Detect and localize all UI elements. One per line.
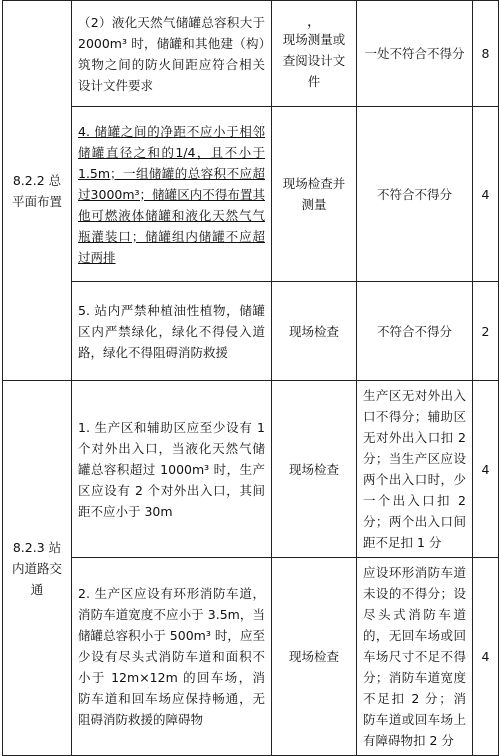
requirement-cell: （2）液化天然气储罐总容积大于 2000m³ 时，储罐和其他建（构）筑物之间的防火间距应符合相关设计文件要求 — [72, 1, 272, 107]
score-cell: 2 — [473, 282, 499, 381]
score-cell: 4 — [473, 381, 499, 558]
table-row — [3, 107, 499, 282]
method-cell: 现场检查 — [272, 282, 357, 381]
requirement-cell: 4. 储罐之间的净距不应小于相邻储罐直径之和的1/4，且不小于 1.5m；一组储罐的总容积不应超过3000m³；储罐区内不得布置其他可燃液体储罐和液化天然气气瓶灌装口；储罐组内储罐不应超过两排 — [72, 107, 272, 282]
table-row — [3, 381, 499, 558]
method-mark: ， — [307, 14, 321, 30]
item-cell-general-layout: 8.2.2 总平面布置 — [3, 1, 72, 381]
score-cell: 4 — [473, 107, 499, 282]
score-cell: 4 — [473, 558, 499, 756]
inspection-table — [2, 0, 499, 756]
method-text: 现场测量或查阅设计文件 — [282, 32, 346, 89]
table-row — [3, 1, 499, 107]
method-cell — [272, 1, 357, 107]
requirement-cell: 5. 站内严禁种植油性植物，储罐区内严禁绿化，绿化不得侵入道路，绿化不得阻碍消防救援 — [72, 282, 272, 381]
method-cell: 现场检查并测量 — [272, 107, 357, 282]
score-cell: 8 — [473, 1, 499, 107]
criteria-cell: 不符合不得分 — [357, 282, 473, 381]
item-cell-road-traffic: 8.2.3 站内道路交通 — [3, 381, 72, 756]
table-row — [3, 558, 499, 756]
method-cell: 现场检查 — [272, 381, 357, 558]
table-row — [3, 282, 499, 381]
criteria-cell: 一处不符合不得分 — [357, 1, 473, 107]
method-cell: 现场检查 — [272, 558, 357, 756]
criteria-cell: 生产区无对外出入口不得分；辅助区无对外出入口扣 2 分；当生产区应设两个出入口时，少一个出入口扣 2 分；两个出入口间距不足扣 1 分 — [357, 381, 473, 558]
requirement-cell: 2. 生产区应设有环形消防车道，消防车道宽度不应小于 3.5m，当储罐总容积小于 500m³ 时，应至少设有尽头式消防车道和面积不小于 12m×12m 的回车场，消防车道和回车场应保持畅通，无阻碍消防救援的障碍物 — [72, 558, 272, 756]
criteria-cell: 不符合不得分 — [357, 107, 473, 282]
criteria-cell: 应设环形消防车道未设的不得分；设尽头式消防车道的，无回车场或回车场尺寸不足不得分；消防车道宽度不足扣 2 分；消防车道或回车场上有障碍物扣 2 分 — [357, 558, 473, 756]
requirement-cell: 1. 生产区和辅助区应至少设有 1 个对外出入口，当液化天然气储罐总容积超过 1000m³ 时，生产区应设有 2 个对外出入口，其间距不应小于 30m — [72, 381, 272, 558]
